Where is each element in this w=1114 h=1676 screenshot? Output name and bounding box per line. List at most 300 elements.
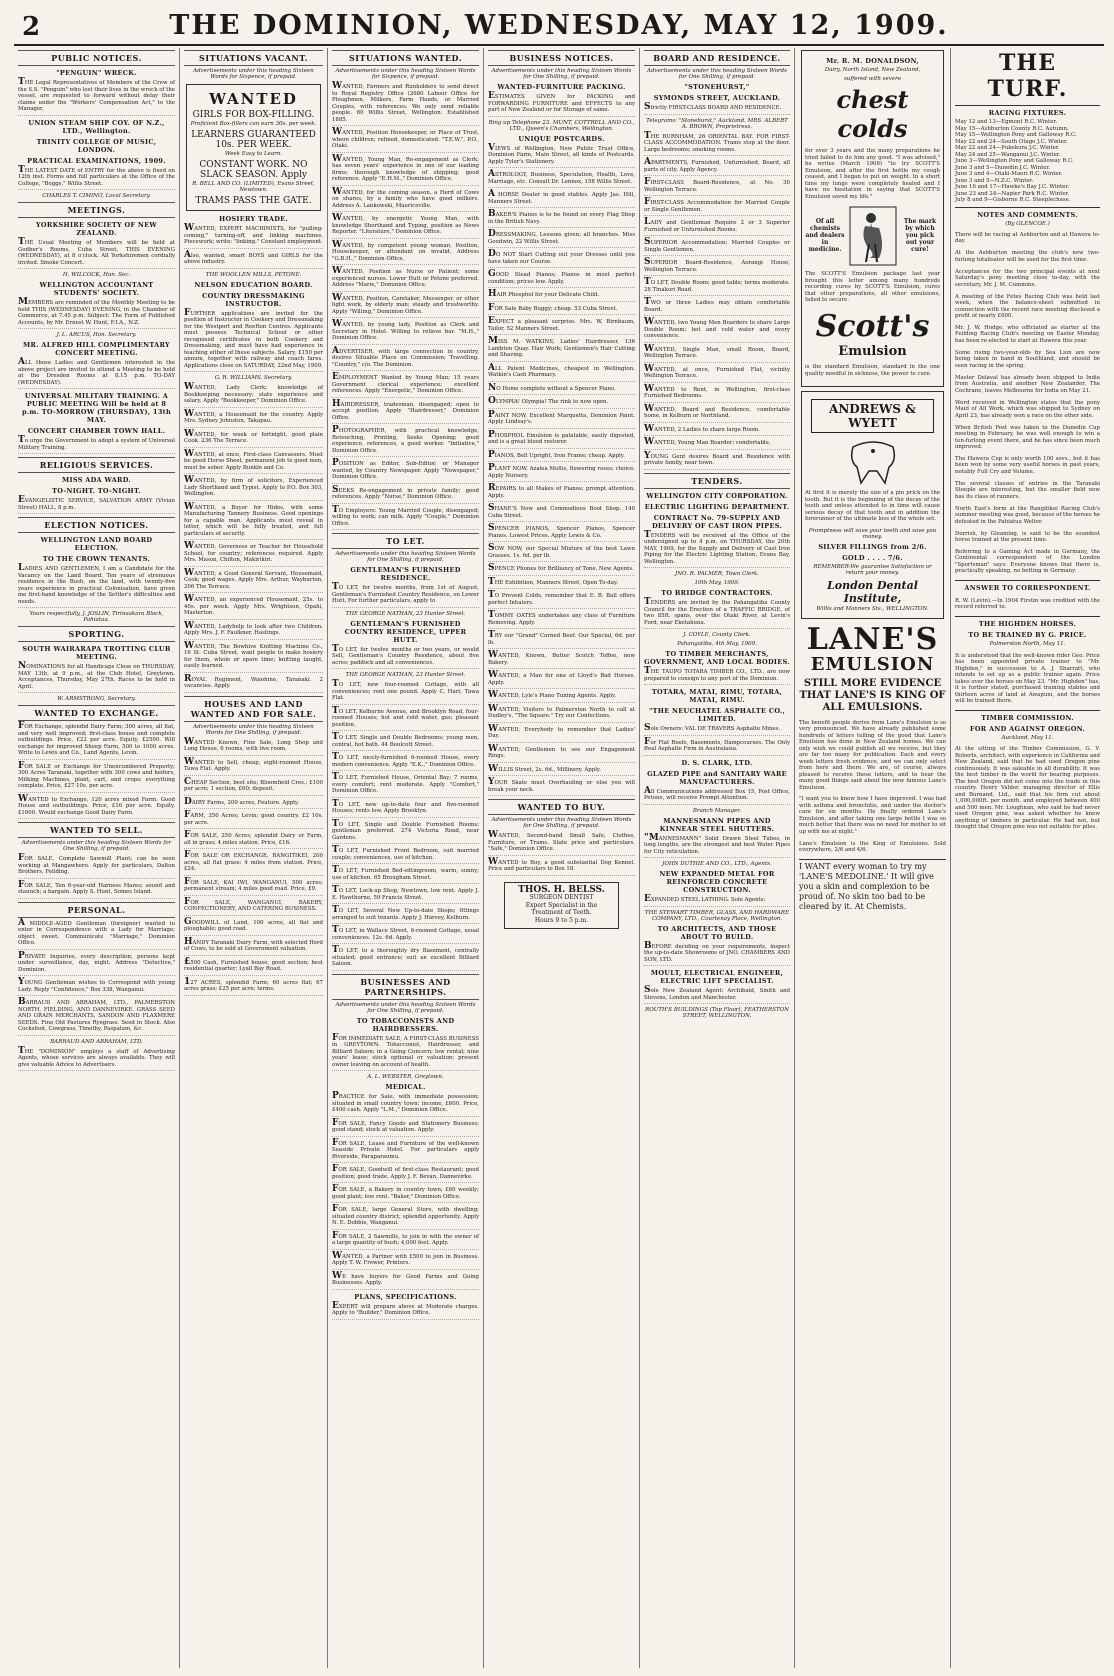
notice-heading: TRINITY COLLEGE OF MUSIC, LONDON. [36, 137, 157, 154]
classified-ad: ASTROLOGY, Business, Speculation, Health, Love, Marriage, etc. Consult Dr. Lennox, 158 Willis Street. [488, 171, 635, 188]
notice-heading: HOSIERY TRADE. [219, 215, 288, 223]
notice-signature: JOHN DUTHIE AND CO., LTD., Agents. [662, 861, 772, 867]
ad-line: CONSTANT WORK. NO SLACK SEASON. Apply [199, 160, 308, 180]
columns [14, 48, 1104, 1668]
article-paragraph: At the sitting of the Timber Commission, G. V. Roberts, architect, with experience in California and New Zealand, said that he had used Oregon pine continuously. It was saleable in all durability. It was the best timber in the world for bearing purposes. The best Oregon did not come into the trade in this country. Henry Valder, managing director of Ellis and Burnand, Ltd., said that his firm cut about 1,000,000ft. per month, and employed between 400 and 500 men. Mr. Loughnan, who said he had never used Oregon pine, was asked whether he knew anything of timbers in particular. He had not, but thought that Oregon pine was not suitable for piles. [955, 746, 1100, 831]
classified-ad: ROYAL Regiment, Waiohine, Taranaki. 2 vacancies. Apply. [184, 676, 323, 693]
classified-ad: FOR SALE, KAI IWI, WANGANUI, 500 acres; permanent stream; 4 miles good road. Price, £9. [184, 879, 323, 896]
notice-subheading: SYMONDS STREET, AUCKLAND. [653, 94, 781, 102]
wanted-headline: WANTED [209, 90, 298, 108]
dentist-line: Expert Specialist in the [525, 901, 598, 909]
notice-date: Pahangatiba, 4th May, 1909. [677, 641, 757, 647]
ad-line: TRAMS PASS THE GATE. [195, 196, 312, 206]
classified-ad: TO LET, Furnished House, Oriental Bay; 7 rooms, every comfort; rent moderate. Apply "Comfort," Dominion Office. [332, 774, 479, 798]
chest-colds-headline: chest colds [836, 85, 909, 143]
classified-ad: THE BURNHAM, 26 ORIENTAL BAY. FOR FIRST-CLASS ACCOMMODATION. Trams stop at the door. Large bedrooms; smoking rooms. [644, 133, 790, 157]
classified-ad: FOR SALE, WANGANUI, BAKERY, CONFECTIONERY, AND CATERING BUSINESS. [184, 899, 323, 916]
ad-caption-row [805, 206, 940, 266]
fixture-line: June 16 and 17—Hawke's Bay J.C. Winter. [955, 184, 1070, 190]
medoline-ad: I WANT every woman to try my 'LANE'S MEDOLINE.' It will give you a skin and complexion to be proud of. No skin too bad to be cleared by it. At Chemists. [799, 859, 946, 912]
classified-ad: TO LET, new up-to-date four and five-roomed Houses; rents low. Apply Brooklyn. [332, 801, 479, 818]
notice: EVANGELISTIC SERVICE, SALVATION ARMY (Vivian Street) HALL, 8 p.m. [18, 497, 175, 514]
section-note: Advertisements under this heading Sixteen Words for One Shilling, if prepaid. [193, 723, 314, 736]
notice-heading: WELLINGTON LAND BOARD ELECTION. [40, 536, 153, 552]
classified-ad: TO LET, Several New Up-to-date Shops; fittings arranged to suit tenants. Apply J. Harvey, Kelburn. [332, 907, 479, 924]
classified-ad: WANTED, Known, Butter Scotch Toffee, new Bakery. [488, 652, 635, 669]
classified-ad: FIRST-CLASS Board-Residence, at No. 30 Wellington Terrace. [644, 179, 790, 196]
business-ad: EXPANDED STEEL LATHING. Sole Agents: [644, 896, 790, 907]
classified-ad: PAINT NOW, Excellent Marquetta, Dominion Paint. Apply Lindsay's. [488, 412, 635, 429]
article-heading: THE HIGHDEN HORSES. [978, 620, 1077, 629]
classified-ad: WANTED, a Partner with £500 to join in Business. Apply T. W. Frewer, Printers. [332, 1253, 479, 1270]
notice-subheading: COUNTRY DRESSMAKING INSTRUCTOR. [202, 291, 305, 308]
institute-name: London Dental Institute, [827, 579, 918, 606]
classified-ad: HAIRDRESSER, tradesman, disengaged; open to accept position. Apply "Hairdresser," Dominion Office. [332, 401, 479, 425]
business-ad: For Flat Roofs, Basements, Dampcourses. The Only Real Asphalte Firm in Australasia. [644, 739, 790, 756]
classified-ad: TOMMY OATES undertakes any class of Furniture Removing. Apply. [488, 612, 635, 629]
classified-ad: TO LET, for twelve months or two years, or would Sell, Gentleman's Country Residence, about five acres; paddock and all conveniences. [332, 646, 479, 670]
notice-heading: WELLINGTON CITY CORPORATION. [646, 491, 788, 500]
classified-ad: TO Employers: Young Married Couple, disengaged; willing to work; can milk. Apply "Couple," Dominion Office. [332, 507, 479, 531]
fixture-line: May 22 and 24—Pukekura J.C. Winter. [955, 145, 1060, 151]
notice-signature: H. WILCOCK, Hon. Sec. [62, 272, 131, 278]
classified-ad: WANTED, at once, Furnished Flat, vicinity Wellington Terrace. [644, 366, 790, 383]
lanes-headline: LANE'S [806, 622, 939, 658]
classified-ad: YOUNG Gent desires Board and Residence with private family, near town. [644, 453, 790, 470]
column-the-turf [951, 48, 1104, 1668]
rule [955, 580, 1100, 581]
notice: MEMBERS are reminded of the Monthly Meeting to be held THIS (WEDNESDAY) EVENING, in the Chamber of Commerce, at 7.45 p.m. Subject: The Form of Published Accounts, by Mr. Ernest W. Hunt, F.I.A., N.Z. [18, 299, 175, 329]
classified-ad: DO NOT Start Cutting out your Dresses until you have taken our Course. [488, 251, 635, 268]
classified-ad: FARM, 350 Acres; Levin; good country. £2 10s. per acre. [184, 812, 323, 829]
classified-ad: WILLIS Street, 2s. 6d., Millinery. Apply. [488, 766, 635, 777]
fixture-line: June 3—Wellington Pony and Galloway R.C. [955, 158, 1074, 164]
fixture-line: May 22 and 24—South Otago J.C. Winter. [955, 138, 1068, 145]
fixture-line: May 15—Wellington Pony and Galloway R.C. [955, 132, 1077, 138]
dental-ad [801, 391, 944, 619]
classified-ad: WANTED, Position, Caretaker, Messenger, or other light work, by elderly man; steady and trustworthy. Apply "Willing," Dominion Office. [332, 295, 479, 319]
ad-line: GIRLS FOR BOX-FILLING. [192, 110, 315, 120]
page-number: 2 [22, 12, 41, 42]
display-ad-box [186, 84, 321, 211]
classified-ad: FOR SALE, Lease and Furniture of the well-known Seaside Private Hotel. For particulars apply Riverside, Paraparaumu. [332, 1140, 479, 1164]
classified-ad: FOR Exchange, splendid Dairy Farm; 300 acres, all flat, and very well improved; first-class house and complete outbuildings. Price, £22 per acre. Equity, £2500. Will exchange for improved Sheep Farm, 500 to 1000 acres. Write to Lewis and Co., Land Agents, Levin. [18, 723, 175, 760]
fixture-line: May 12 and 13—Egmont R.C. Winter. [955, 119, 1058, 125]
classified-ad: WANTED, Everybody to remember that Ladies' Day. [488, 726, 635, 743]
turf-headline: THE TURF. [987, 50, 1068, 102]
section-note: Advertisements under this heading Sixteen Words for One Shilling, if prepaid. [491, 817, 632, 829]
article-paragraph: A meeting of the Fetes Racing Club was held last week, when the balance-sheet submitted in connection with the recent race meeting disclosed a profit of nearly £600. [955, 293, 1100, 320]
classified-ad: TO Prevent Colds, remember that E. B. Ball offers perfect Inhalers. [488, 592, 635, 609]
ad-body: The SCOTT'S Emulsion package last year brought this letter among many hundreds recording cures by SCOTT'S Emulsion, cures that other preparations, all other emulsions, failed to secure. [805, 271, 940, 304]
notice-signature: J. L. ARCUS, Hon. Secretary. [56, 332, 137, 338]
classified-ad: DRESSMAKING, Lessons given; all branches. Miss Goodwin, 22 Willis Street. [488, 231, 635, 248]
article-paragraph: Master Delaval has already been shipped to India from Australia, and another New Zealander, The Cochrane, leaves Melbourne for India on May 21. [955, 374, 1100, 394]
section-heading: TO LET. [332, 533, 479, 549]
notice-heading: TO TIMBER MERCHANTS, GOVERNMENT, AND LOCAL BODIES. [644, 650, 790, 666]
classified-ad: TO LET, new four-roomed Cottage, with all conveniences; rent one pound. Apply C. Hart, Tawa Flat. [332, 681, 479, 705]
classified-ad: PRACTICE for Sale, with immediate possession; situated in small country town; income, £600. Price, £400 cash. Apply "L.M.," Dominion Office. [332, 1093, 479, 1117]
section-heading: PUBLIC NOTICES. [18, 50, 175, 66]
classified-ad: £500 Cash, Furnished house, good section; best residential quarter; Lyall Bay Road. [184, 959, 323, 976]
section-heading: SPORTING. [18, 626, 175, 642]
classified-ad: WANTED to Buy, a good substantial Dog Kennel. Price and particulars to Box 18. [488, 859, 635, 876]
notice: THE Legal Representatives of Members of the Crew of the S.S. "Penguin" who lost their lives in the wreck of the vessel, are requested to forward without delay their claims under the "Workers' Compensation Act," to the Manager, [18, 79, 175, 116]
ad-line: Proficient Box-fillers can earn 30s. per week. [190, 121, 317, 127]
classified-ad: FOR SALE, Ten 6-year-old Harness Mares; sound and staunch; a bargain. Apply S. Hunt, Somes Island. [18, 882, 175, 899]
notice-signature: G. R. WILLIAMS, Secretary. [214, 375, 293, 381]
section-heading: HOUSES AND LAND WANTED AND FOR SALE. [184, 696, 323, 722]
classified-ad: FOR SALE, 2 Sawmills, to join in with the owner of a large quantity of bush; 4,000 feet. Apply. [332, 1233, 479, 1250]
classified-ad: FOR SALE, 250 Acres, splendid Dairy or Farm, all in grass; 4 miles station. Price, £16. [184, 832, 323, 849]
fixture-line: May 24 and 25—Wanganui J.C. Winter. [955, 151, 1061, 158]
rule [955, 207, 1100, 208]
rule [955, 710, 1100, 711]
classified-ad: WANTED, Governess or Teacher for Household School, for country; references required. Apply Mrs. Mason, Chilton, Makirikiri. [184, 543, 323, 567]
rule [955, 616, 1100, 617]
classified-ad: A HORSE Dealer in good stables. Apply Jas. Hill, Manners Street. [488, 191, 635, 208]
classified-ad: WANTED, at once, First-class Canvassers. Must be good Horse Sheet, permanent job to good men, must be sober. Apply Bunkle and Co. [184, 451, 323, 475]
classified-ad: WANTED, Position as Nurse or Patient; some experienced nurses. Lower Hutt or Petone preferred. Address "Marie," Dominion Office. [332, 268, 479, 292]
classified-ad: BAKER'S Pianos is to be found on every Flag Shop in the British Navy. [488, 211, 635, 228]
classified-ad: LADY and Gentleman Require 2 or 3 Superior Furnished or Unfurnished Rooms. [644, 219, 790, 236]
article-paragraph: There will be racing at Ashburton and at Hawera to-day. [955, 231, 1100, 245]
classified-ad: TO LET, Furnished Front Bedroom, suit married couple; conveniences, use of kitchen. [332, 847, 479, 864]
article-heading: RACING FIXTURES. [988, 109, 1067, 117]
notice-signature: J. COYLE, County Clerk. [683, 632, 751, 638]
classified-ad: WANTED, a Buyer for Hides, with some Manufacturing Tannery Business. Good openings for a capable man. Applicants must reveal in letter, which will be fully treated, and full particulars of security. [184, 504, 323, 541]
classified-ad: TO LET, Kelburne Avenue, and Brooklyn Road, four-roomed Houses; hot and cold water, gas; pleasant position. [332, 708, 479, 732]
classified-ad: WANTED, 2 Ladies to share large Room. [644, 426, 790, 437]
notice-signature: BARRAUD AND ABRAHAM, LTD. [50, 1038, 143, 1045]
article-paragraph: The Hawera Cup is only worth 100 sovs., but it has been won by some very useful horses in past years, notably Full Cry and Volume. [955, 455, 1100, 475]
classified-ad: SOW NOW, our Special Mixture of the best Lawn Grasses. 1s. 6d. per lb. [488, 545, 635, 562]
section-heading: WANTED TO SELL. [18, 822, 175, 838]
notice: LADIES AND GENTLEMEN, I am a Candidate for the Vacancy on the Land Board. Ten years of strenuous residence in the Bush, on the land, with twenty-five years experience in practical Colonisation, have given me first-hand knowledge of the Settler's difficulties and needs. [18, 565, 175, 608]
price-line: SILVER FILLINGS from 2/6. [818, 543, 927, 552]
classified-ad: WANTED, Second-hand Small Safe, Clothes, Furniture, or Trams. State price and particulars. "Safe," Dominion Office. [488, 832, 635, 856]
section-heading: MEETINGS. [18, 202, 175, 218]
classified-ad: YOUNG Gentleman wishes to Correspond with young Lady. Reply "Confidence," Box 338, Wanganui. [18, 979, 175, 996]
classified-ad: WANTED, by firm of solicitors, Experienced Lady Shorthand and Typist. Apply to P.O. Box 303, Wellington. [184, 477, 323, 501]
notice-heading: CONCERT CHAMBER TOWN HALL. [27, 427, 166, 435]
scotts-logo: Scott's [815, 309, 930, 345]
classified-ad: WANTED to Exchange, 120 acres mixed Farm. Good House and outbuildings. Price, £16 per acre. Equity, £1600. Would exchange Good Dairy Farm. [18, 796, 175, 820]
classified-ad: WANTED, Young Man, Re-engagement as Clerk; has seven years' experience in one of our leading firms; thorough knowledge of shipping; good reference. Apply "E.H.M.," Dominion Office. [332, 156, 479, 186]
notice-heading: "STONEHURST," [684, 83, 750, 91]
notice-signature: Branch Manager. [692, 807, 742, 814]
fixture-line: May 15—Ashburton County R.C. Autumn. [955, 125, 1069, 132]
classified-ad: EMPLOYMENT Wanted by Young Man; 15 years Government clerical experience; excellent references. Apply "Energetic," Dominion Office. [332, 374, 479, 398]
article-paragraph: Word received in Wellington states that the pony Maid of All Work, which was shipped to Sydney on April 23, has already won a race on the other side. [955, 399, 1100, 419]
classified-ad: NO Home complete without a Spencer Piano. [488, 385, 635, 396]
guarantee-line: REMEMBER-We guarantee Satisfaction or return your money. [813, 564, 932, 577]
lanes-subheadline: STILL MORE EVIDENCE THAT LANE'S IS KING OF ALL EMULSIONS. [799, 678, 946, 714]
business-ad: Sole Owners: VAL DE TRAVERS Asphalte Mines. [644, 725, 790, 736]
tender-notice: TENDERS are invited by the Pahangatiba County Council for the Erection of a TRAFFIC BRIDGE, of two 85ft. spans, over the Otaki River, at Levin's Ford, near Eketahuna. [644, 599, 790, 629]
classified-ad: GOODWILL of Land, 100 acres, all flat and ploughable; good road. [184, 919, 323, 936]
classified-ad: 127 ACRES, splendid Farm; 60 acres flat; 67 acres grass; £25 per acre; terms. [184, 979, 323, 996]
section-heading: SITUATIONS VACANT. [184, 50, 323, 66]
notice-heading: "PENGUIN" WRECK. [56, 69, 137, 77]
notice-heading: GLAZED PIPE and SANITARY WARE MANUFACTURERS. [647, 769, 787, 786]
lanes-quote: "I want you to know how I have improved. I was bad with asthma and bronchitis, and under the doctor's care for six months. He finally ordered Lane's Emulsion, and after taking one large bottle I was so much better that there was no need for mother to sit up with me at night." [799, 796, 946, 835]
column-public-notices [14, 48, 180, 1668]
classified-ad: HAIR Phosphol for your Delicate Child. [488, 291, 635, 302]
article-paragraph: It is understood that the well-known rider Geo. Price has been appointed private trainer to "Mr. Highden," in succession to A. J. Sharratt, who intends to set up as a public trainer again. Price takes over the horses on May 23. "Mr. Highden" has, it is further stated, purchased training stables and thirteen acres of land at Awapuni, and the horses will be trained there. [955, 652, 1100, 705]
emulsion-label: Emulsion [838, 344, 907, 360]
classified-ad: SHANE'S New and Commodious Boot Shop. 140 Cuba Street. [488, 505, 635, 522]
notice-heading: UNIVERSAL MILITARY TRAINING. A PUBLIC MEETING Will be held at 8 p.m. TO-MORROW (THURSDAY), 13th MAY. [21, 392, 172, 424]
section-note: Advertisements under this heading Sixteen Words for Sixpence, if prepaid. [335, 68, 476, 80]
notice: ALL those Ladies and Gentlemen interested in the above project are invited to attend a Meeting to be held at the Dresden Rooms at 8.15 p.m. TO-DAY (WEDNESDAY). [18, 359, 175, 389]
classified-ad: Strictly FIRST-CLASS BOARD AND RESIDENCE. [644, 104, 790, 115]
section-heading: PERSONAL. [18, 902, 175, 918]
lanes-body: The benefit people derive from Lane's Emulsion is so very pronounced. We have already published some hundreds of letters telling of the good that Lane's Emulsion has done in New Zealand homes. We can only wish we could publish all we receive, but they are far too many for publication. Each and every week letters fresh evidence, and we can only select from here and there. We are, of course, always pleased to receive these letters, and to hear the many good things said about the now famous Lane's Emulsion. [799, 719, 946, 791]
column-business-notices [484, 48, 640, 1668]
classified-ad: FURTHER applications are invited for the position of Instructor in Cookery and Dressmaking for the Westport and Reefton Centres. Applicants must possess Technical School or other recognised certificates in both Cookery and Dressmaking, and must have had experience in teaching either of these subjects. Salary, £150 per annum, together with railway and coach fares. Applications close on SATURDAY, 22nd May, 1909. [184, 310, 323, 373]
classified-ad: POSITION as Editor, Sub-Editor, or Manager wanted, by Country Newspaper. Apply "Newspaper," Dominion Office. [332, 460, 479, 484]
classified-ad: VIEWS of Wellington, New Public Trust Office, Dominion Farm, Main Street, all kinds of Postcards. Apply Tyler's Stationery. [488, 145, 635, 169]
classified-ad: WANTED, an experienced Housemaid, 25s. to 40s. per week. Apply Mrs. Wrightson, Opahi, Masterton. [184, 596, 323, 620]
notice-heading: YORKSHIRE SOCIETY OF NEW ZEALAND. [35, 221, 158, 237]
notice-heading: MISS ADA WARD. [62, 476, 131, 484]
classified-ad: WANTED, for week or fortnight, good plain Cook. 236 The Terrace. [184, 431, 323, 448]
article-paragraph: R. W. (Levin).—In 1904 Firstin was credited with the record referred to. [955, 597, 1100, 611]
dentist-ad-box [504, 882, 619, 930]
classified-ad: FOR SALE, Fancy Goods and Stationery Business; good stand; stock at valuation. Apply. [332, 1120, 479, 1137]
newspaper-title: THE DOMINION, WEDNESDAY, MAY 12, 1909. [169, 10, 949, 41]
classified-ad: PLANT NOW, Azalea Mollis, flowering roses; choice. Apply Nursery. [488, 465, 635, 482]
notice-heading: TO BRIDGE CONTRACTORS. [661, 589, 773, 597]
classified-ad: WANTED, by energetic Young Man, with knowledge Shorthand and Typing, position as News Reporter. "Literature," Dominion Office. [332, 215, 479, 239]
classified-ad: TO LET, in Wallace Street, 6-roomed Cottage, usual conveniences. 12s. 6d. Apply. [332, 927, 479, 944]
classified-ad: WANTED, Visitors to Palmerston North to call at Dudley's, "The Square." Try our Confections. [488, 706, 635, 723]
classified-ad: TO LET, nicely-furnished 6-roomed House, every modern convenience. Apply "E.K.," Dominion Office. [332, 754, 479, 771]
notice-subheading: TO THE CROWN TENANTS. [42, 555, 151, 563]
classified-ad: WANTED, for the coming season, a Herd of Cows on shares, by a family who have good milkers. Address A. Lankowski, Mauriceville. [332, 189, 479, 213]
classified-ad: WANTED, a Housemaid for the country. Apply Mrs. Sydney Johnston, Takapau. [184, 411, 323, 428]
notice-subheading: TO-NIGHT. TO-NIGHT. [52, 487, 141, 495]
notice-heading: MANNESMANN PIPES AND KINNEAR STEEL SHUTTERS. [659, 816, 775, 833]
business-ad: BEFORE deciding on your requirements, inspect the up-to-date Showrooms of JNO. CHAMBERS AND SON, LTD. [644, 943, 790, 967]
ad-footer: is the standard Emulsion, standard in the one quality needful in sickness, the power to cure. [805, 364, 940, 377]
masthead [14, 6, 1104, 46]
article-paragraph: North East's form at the Rangitikei Racing Club's summer meeting was good, because of the horses he defeated in the Pahiatua Welter. [955, 505, 1100, 525]
section-heading: WANTED TO EXCHANGE. [18, 705, 175, 721]
classified-ad: A MIDDLE-AGED Gentleman (foreigner) wanted to enter in Correspondence with a Lady for Marriage; object sweet. Communicate "Marriage," Dominion Office. [18, 920, 175, 950]
price-line: GOLD . . . . 7/6. [842, 554, 903, 563]
classified-ad: WANTED, by young lady, Position as Clerk and Secretary in Hotel. Willing to relieve bar. "M.H.," Dominion Office. [332, 321, 479, 345]
classified-ad: WANTED, a Good General Servant, Housemaid, Cook; good wages. Apply Mrs. Arthur, Wayburton, 206 The Terrace. [184, 570, 323, 594]
ad-body: At first it is merely the size of a pin prick on the tooth. But it is the beginning of the decay of the tooth and unless attended to in time will cause serious decay of that tooth and in addition the forerunner of the ultimate loss of the whole set. [805, 490, 940, 523]
dentist-name: THOS. H. BELSS. [518, 884, 605, 895]
notice-signature: THE GEORGE NATHAN, 23 Hunter Street. [345, 672, 466, 678]
andrews-wyett-brand: ANDREWS & WYETT [811, 399, 934, 433]
classified-ad: YOUR Skate must Overhauling or else you will break your neck. [488, 779, 635, 796]
classified-ad: WANTED, Single Man, small Room, Board, Wellington Terrace. [644, 346, 790, 363]
trademark-caption: The mark by which you pick out your cure! [903, 218, 937, 254]
classified-ad: ADVERTISER, with large connection in country, desires Situable Place on Commission; Travelling. "Country," c/o. The Dominion. [332, 348, 479, 372]
classified-ad: WANTED, Gentlemen to see our Engagement Rings. [488, 746, 635, 763]
classified-ad: DAIRY Farms, 200 acres, Feature. Apply. [184, 799, 323, 810]
article-paragraph: When British Post was taken to the Dunedin Cup meeting in February, he was well enough to win a ten-furlong event there, and he has since been much improved. [955, 424, 1100, 451]
notice-heading: WANTED-FURNITURE PACKING. [497, 83, 626, 91]
classified-ad: WANTED, Lady Clerk; knowledge of Bookkeeping necessary; state experience and salary. Apply "Bookkeeper," Dominion Office. [184, 384, 323, 408]
notice-heading: GENTLEMAN'S FURNISHED COUNTRY RESIDENCE, UPPER HUTT. [344, 619, 467, 644]
classified-ad: WANTED, by competent young woman, Position, Housekeeper, or attendant on invalid. Address "G.B.H.," Dominion Office. [332, 242, 479, 266]
notice-signature: UNION STEAM SHIP COY. OF N.Z., LTD., Wellington. [28, 118, 165, 135]
notice-subheading: TOTARA, MATAI, RIMU, TOTARA, MATAI, RIMU. [651, 688, 783, 704]
classified-ad: WANTED, Young Man Boarder; comfortable. [644, 439, 790, 450]
classified-ad: FOR SALE OR EXCHANGE, RANGITIKEI, 200 acres, all flat grass; 4 miles from station. Price, £24. [184, 852, 323, 876]
fixture-line: June 3 and 5—N.Z.C. Winter. [955, 177, 1034, 184]
testimonial-text: for over 3 years and the many preparations he tried failed to do him any good. "I was advised," he writes (March 1908) "to try SCOTT'S Emulsion, and after the first bottle my cough ceased, and I began to put on weight. In a short time my lungs were completely healed and I have no hesitation in saying that SCOTT'S Emulsion saved my life." [805, 148, 940, 200]
notice-heading: GENTLEMAN'S FURNISHED RESIDENCE. [350, 566, 461, 582]
classified-ad: WANTED, Position Housekeeper, or Place of Trust, where children; refined, domesticated. "T.E.W.", P.O., Otaki. [332, 129, 479, 153]
classified-ad: SPENCER PIANOS, Spencer Pianos, Spencer Pianos. Lowest Prices. Apply Lewis & Co. [488, 525, 635, 542]
notice-signature: A. L. WEBSTER, Greytown. [367, 1074, 444, 1080]
classified-ad: EXPERT will prepare above at Moderate charges. Apply to "Builder," Dominion Office. [332, 1303, 479, 1320]
article-paragraph: At the Ashburton meeting the club's new two-furlong totalisator will be used for the first time. [955, 250, 1100, 263]
notice-signature: THE WOOLLEN MILLS, PETONE. [205, 271, 302, 278]
notice-signature: ROUTH'S BUILDINGS (Top Floor), FEATHERSTON STREET, WELLINGTON. [645, 1007, 789, 1019]
notice-heading: MEDICAL. [385, 1083, 426, 1091]
tender-notice: THE TAUPO TOTARA TIMBER CO., LTD., are now prepared to consign to any port of the Dominion. [644, 668, 790, 685]
section-note: Advertisements under this heading Sixteen Words for One Shilling, if prepaid. [335, 551, 476, 563]
classified-ad: PRIVATE Inquiries, every description; persons kept under surveillance, day, night. Address "Detective," Dominion. [18, 953, 175, 977]
classified-ad: WANTED, a Man for one of Lloyd's Bad Horses. Apply. [488, 672, 635, 689]
fisherman-trademark-icon [849, 206, 897, 266]
notice: NOMINATIONS for all Handicaps Close on THURSDAY, MAY 13th, at 9 p.m., at the Club Hotel, Greytown. Acceptances, Thursday, May 27th. Races to be held in April. [18, 663, 175, 693]
tender-notice: TENDERS will be received at the Office of the undersigned up to 4 p.m. on THURSDAY, the 20th MAY, 1909, for the Supply and Delivery of Cast Iron Piping for the Electric Lighting Station, Evans Bay, Wellington. [644, 532, 790, 569]
section-note: Advertisements under this heading Sixteen Words for Sixpence, if prepaid. [193, 68, 314, 80]
lanes-sign: Lane's Emulsion is the King of Emulsions. Sold everywhere, 2/6 and 4/6. [799, 840, 946, 854]
ad-line: Week Easy to Learn. [224, 151, 283, 157]
business-ad: "MANNESMANN" Solid Drawn Steel Tubes, in long lengths, are the strongest and best Water Pipes for City reticulation. [644, 835, 790, 859]
article-subheading: FOR AND AGAINST OREGON. [969, 724, 1086, 733]
testimonial-name: Mr. R. M. DONALDSON, [826, 57, 919, 65]
classified-ad: MISS M. WATKINS, Ladies' Hairdresser, 136 Lambton Quay. Hair Work; Gentlemen's Hair Cutting and Shaving. [488, 338, 635, 362]
notice-signature: Yours respectfully, J. JOSLIN, Tirinaakara Block, Pahiatua. [29, 611, 164, 623]
classified-ad: REPAIRS to all Makes of Pianos; prompt attention. Apply. [488, 485, 635, 502]
rule [955, 105, 1100, 106]
dentist-line: Treatment of Teeth. [531, 909, 592, 916]
notice-subheading: ELECTRIC LIGHTING DEPARTMENT. [644, 502, 790, 511]
article-paragraph: Mr. J. W. Hodge, who officiated as starter at the Feilding Racing Club's meeting on Easter Monday, has been re-elected to start at Hawera this year. [955, 324, 1100, 344]
classified-ad: WANTED to Rent, in Wellington, first-class Furnished Bedrooms. [644, 386, 790, 403]
notice: To urge the Government to adopt a system of Universal Military Training. [18, 437, 175, 454]
dateline: Auckland, May 11. [1001, 734, 1054, 741]
classified-ad: EXPECT a pleasant surprise. Mrs. W. Birnbaum, Tailor, 52 Manners Street. [488, 318, 635, 335]
notice-heading: TO ARCHITECTS, AND THOSE ABOUT TO BUILD. [657, 924, 777, 941]
classified-ad: SUPERIOR Accommodation; Married Couples or Single Gentlemen. [644, 239, 790, 256]
classified-ad: TO LET, Single and Double Furnished Rooms; gentleman preferred. 274 Victoria Road, near Gardens. [332, 821, 479, 845]
notice-signature: Ring up Telephone 23. MUNT, COTTRELL AND CO., LTD., Queen's Chambers, Wellington. [488, 119, 635, 132]
classified-ad: FOR IMMEDIATE SALE, A FIRST-CLASS BUSINESS in GREYTOWN. Tobacconist, Hairdresser, and Billiard Saloon; in a Going Concern; low rental; nine years' lease; stock optional or valuation; present owner leaving on account of health. [332, 1035, 479, 1072]
classified-ad: ALL Patent Medicines, cheapest in Wellington. Watkin's Cash Pharmacy. [488, 365, 635, 382]
emulsion-headline: EMULSION [810, 654, 935, 676]
classified-ad: GOOD Stead Pianos; Pianos in most perfect condition; prices low. Apply. [488, 271, 635, 288]
classified-ad: PHOSPHOL Emulsion is palatable, easily digested, and is a great blood restorer. [488, 432, 635, 449]
classified-ad: FOR Sale Baby Buggy; cheap. 53 Cuba Street. [488, 305, 635, 316]
notice: THE Usual Meeting of Members will be held at Godber's Rooms, Cuba Street, THIS EVENING (WEDNESDAY), at 8 o'clock. All Yorkshiremen cordially invited. Smoke Concert. [18, 239, 175, 269]
section-heading: SITUATIONS WANTED. [332, 50, 479, 66]
notice-heading: UNIQUE POSTCARDS. [518, 134, 605, 143]
classified-ad: FOR SALE, Complete Sawmill Plant; can be seen working at Mangawhero. Apply for particulars, Dalton Brothers, Feilding. [18, 855, 175, 879]
classified-ad: THE Exhibition, Manners Street, Open To-day. [488, 579, 635, 590]
section-note: Advertisements under this heading Sixteen Words for One Shilling, if prepaid. [21, 840, 172, 852]
article-paragraph: Dorrish, by Gleaming, is said to be the soundest horse trained at the present time. [955, 530, 1100, 544]
notice-signature: Telegrams: "Stonehurst," Auckland. MRS. ALBERT A. BROWN, Proprietress. [646, 117, 788, 130]
classified-ad: WANTED, EXPERT MACHINISTS, for "pulling-coming," turning-off, and linking machines. Piecework; write: "linking." Constant employment. [184, 225, 323, 249]
notice-signature: D. S. CLARK, LTD. [681, 758, 753, 767]
notice-heading: "THE NEUCHATEL ASPHALTE CO., LIMITED. [648, 707, 786, 723]
section-heading: BUSINESS NOTICES. [488, 50, 635, 66]
notice-heading: WELLINGTON ACCOUNTANT STUDENTS' SOCIETY. [39, 281, 154, 297]
notice-heading: SOUTH WAIRARAPA TROTTING CLUB MEETING. [22, 645, 171, 661]
classified-ad: FOR SALE, a Bakery in country town; £60 weekly; good plant; low rent. "Baker," Dominion Office. [332, 1186, 479, 1203]
classified-ad: SUPERIOR Board-Residence, Aorangi House, Wellington Terrace. [644, 259, 790, 276]
notice-signature: W. ARMSTRONG, Secretary. [57, 696, 136, 702]
notice-subheading: PRACTICAL EXAMINATIONS, 1909. [27, 156, 166, 165]
classified-ad: TRY our "Grand" Corned Beef. Our Special, 6d. per lb. [488, 632, 635, 649]
notice-heading: MR. ALFRED HILL COMPLIMENTARY CONCERT MEETING. [23, 341, 170, 357]
classified-ad: WANTED to Sell, cheap, eight-roomed House, Tawa Flat. Apply. [184, 759, 323, 776]
section-heading: ELECTION NOTICES. [18, 517, 175, 533]
column-board-and-tenders [640, 48, 795, 1668]
classified-ad: HANDY Taranaki Dairy Farm, with selected Herd of Cows, to be sold at Government valuation. [184, 939, 323, 956]
section-heading: TENDERS. [644, 473, 790, 489]
classified-ad: FOR SALE, large General Store, with dwelling; situated country district; splendid opportunity. Apply N. E. Dobbie, Wanganui. [332, 1206, 479, 1230]
article-heading: ANSWER TO CORRESPONDENT. [964, 584, 1091, 593]
classified-ad: CHEAP Section, best site; Bloomfield Cres.; £100 per acre; 1 section, £60; deposit. [184, 779, 323, 796]
byline: (By GLENCOE.) [1005, 220, 1050, 227]
classified-ad: PIANOS, Bell Upright, Iron Frame; cheap. Apply. [488, 452, 635, 463]
article-heading: TIMBER COMMISSION. [981, 713, 1074, 722]
notice-subheading: CONTRACT No. 79-SUPPLY AND DELIVERY OF CAST IRON PIPES. [651, 513, 783, 530]
classified-ad: BARRAUD AND ABRAHAM, LTD., PALMERSTON NORTH, FIELDING, AND DANNEVIRKE. GRASS SEED AND GRAIN MERCHANTS, SANDON AND FLAXMERE SEEDS. Fine Old Pastures Ryegrass. Seed in Stock. Also Cocksfoot, Cowgrass, Timothy, Paspalum, &c. [18, 999, 175, 1036]
notice-heading: NELSON EDUCATION BOARD. [194, 280, 313, 289]
section-note: Advertisements under this heading Sixteen Words for One Shilling, if prepaid. [646, 68, 787, 80]
notice-heading: MOULT, ELECTRICAL ENGINEER, ELECTRIC LIFT SPECIALIST. [650, 969, 784, 985]
notice-heading: PLANS, SPECIFICATIONS. [354, 1292, 457, 1301]
section-note: Advertisements under this heading Sixteen Words for One Shilling, if prepaid. [335, 1001, 476, 1014]
classified-ad: APARTMENTS, Furnished, Unfurnished, Board, all parts of city. Apply Agency. [644, 159, 790, 176]
classified-ad: WANTED, Farmers and Runholders to send direct to Royal Registry Office (2680 Labour Office for Ploughmen, Milkers, Farm Hands, or Married Couples, with references. We only send reliable people. 80 Willis Street, Wellington. Established 1885. [332, 83, 479, 126]
classified-ad: Also, wanted, smart BOYS and GIRLS for the above industry. [184, 252, 323, 269]
tooth-illustration-icon [843, 437, 903, 485]
scotts-emulsion-ad [801, 50, 944, 387]
section-heading: BUSINESSES AND PARTNERSHIPS. [332, 974, 479, 1000]
column-situations-vacant [180, 48, 328, 1668]
fixture-line: June 23 and 24—Napier Park R.C. Winter. [955, 190, 1070, 197]
classified-ad: TO LET, Double Room; good table; terms moderate. 28 Tinakori Road. [644, 279, 790, 296]
classified-ad: TO LET, Lock-up Shop, Newtown, low rent. Apply J. E. Hawthorne, 59 Francis Street. [332, 887, 479, 904]
classified-ad: WANTED, Board and Residence, comfortable home, in Kelburn or Northland. [644, 406, 790, 423]
classified-ad: OLYMPIA! Olympia! The rink to now open. [488, 398, 635, 409]
dentist-line: SURGEON DENTIST [529, 894, 594, 901]
classified-ad: TO LET, to a thoroughly dry Basement, centrally situated; good entrance; suit an excellent Billiard Saloon. [332, 947, 479, 971]
fixture-line: July 8 and 9—Gisborne R.C. Steeplechase. [955, 197, 1071, 203]
ad-line: LEARNERS GUARANTEED 10s. PER WEEK. [191, 130, 316, 150]
business-ad: All Communications addressed Box 15, Post Office, Petone, will receive Prompt Attention. [644, 788, 790, 805]
dateline: Palmerston North, May 11. [989, 641, 1066, 648]
section-heading: RELIGIOUS SERVICES. [18, 457, 175, 473]
institute-address: Willis and Manners Sts., WELLINGTON. [816, 606, 929, 613]
notice-signature: CHARLES T. CIMINO, Local Secretary. [42, 193, 151, 199]
classified-ad: THE "DOMINION" employs a staff of Advertising Agents, whose services are always available. They will give valuable Advice to Advertisers. [18, 1048, 175, 1072]
